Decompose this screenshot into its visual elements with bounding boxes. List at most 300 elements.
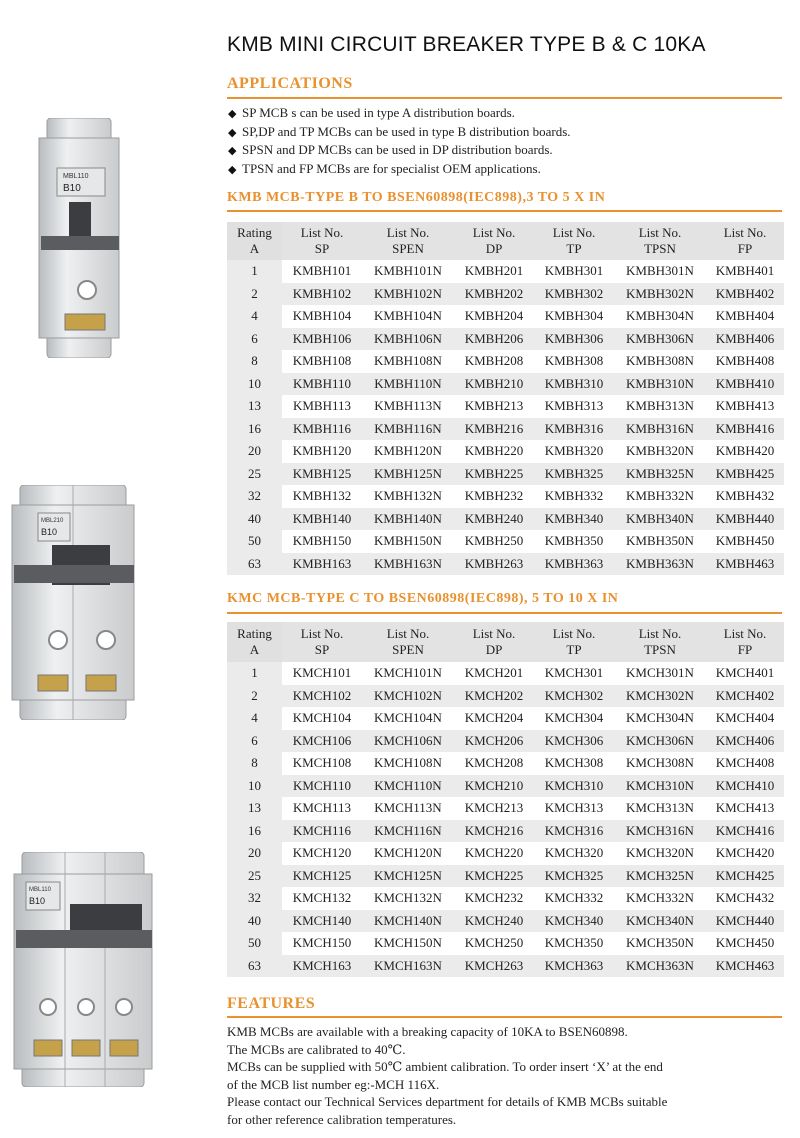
header-line: List No. [723,225,767,240]
page-title: KMB MINI CIRCUIT BREAKER TYPE B & C 10KA [227,33,706,56]
table-row [227,707,784,730]
rating-cell: 13 [227,797,282,820]
list-no-cell: KMBH313N [614,395,706,418]
list-no-cell: KMBH104 [282,305,362,328]
mcb-rating-label: B10 [29,896,46,906]
list-no-cell: KMCH306N [614,730,706,753]
list-no-cell: KMCH340N [614,910,706,933]
list-no-cell: KMCH332N [614,887,706,910]
header-line: List No. [386,626,430,641]
list-no-cell: KMBH308 [534,350,614,373]
list-no-cell: KMCH250 [454,932,534,955]
list-no-cell: KMCH104 [282,707,362,730]
type-c-heading: KMC MCB-TYPE C TO BSEN60898(IEC898), 5 TO 10 X IN [227,591,619,606]
list-no-cell: KMCH363N [614,955,706,978]
table-row [227,260,784,283]
table-row [227,373,784,396]
list-no-cell: KMCH313 [534,797,614,820]
diamond-bullet-icon: ◆ [228,163,237,176]
list-no-cell: KMCH163N [362,955,454,978]
rating-column-header [227,222,282,260]
list-no-cell: KMBH140 [282,508,362,531]
list-no-cell: KMCH325 [534,865,614,888]
diamond-bullet-icon: ◆ [228,108,237,120]
table-row [227,775,784,798]
rating-cell: 16 [227,820,282,843]
list-no-cell: KMBH204 [454,305,534,328]
list-no-column-header [362,622,454,662]
list-no-cell: KMCH240 [454,910,534,933]
list-no-cell: KMBH113N [362,395,454,418]
list-no-cell: KMBH113 [282,395,362,418]
list-no-cell: KMCH363 [534,955,614,978]
list-no-cell: KMCH220 [454,842,534,865]
list-item: ◆ SPSN and DP MCBs can be used in DP distribution boards. [228,141,571,160]
list-no-cell: KMBH206 [454,328,534,351]
list-no-cell: KMBH140N [362,508,454,531]
list-no-cell: KMCH106 [282,730,362,753]
list-no-cell: KMCH213 [454,797,534,820]
list-no-column-header [282,222,362,260]
triple-pole-mcb-image [10,852,155,1087]
header-line: List No. [552,626,596,641]
list-no-cell: KMCH350 [534,932,614,955]
list-no-cell: KMBH125 [282,463,362,486]
list-no-cell: KMBH306N [614,328,706,351]
list-no-cell: KMBH302N [614,283,706,306]
list-no-cell: KMCH340 [534,910,614,933]
list-no-cell: KMBH320N [614,440,706,463]
list-no-cell: KMCH201 [454,662,534,685]
header-line: TPSN [644,241,676,256]
list-item: ◆ SP,DP and TP MCBs can be used in type B distribution boards. [228,123,571,142]
list-no-cell: KMCH310 [534,775,614,798]
rating-cell: 63 [227,955,282,978]
list-no-cell: KMCH140 [282,910,362,933]
list-no-cell: KMBH325 [534,463,614,486]
rating-cell: 6 [227,328,282,351]
list-no-cell: KMBH350 [534,530,614,553]
list-no-column-header [614,622,706,662]
list-no-cell: KMBH102 [282,283,362,306]
header-line: DP [485,241,503,256]
rating-cell: 32 [227,887,282,910]
list-no-cell: KMCH304 [534,707,614,730]
table-row [227,865,784,888]
table-row [227,350,784,373]
type-b-table [227,222,784,575]
list-no-cell: KMBH363N [614,553,706,576]
rating-cell: 40 [227,508,282,531]
applications-heading: APPLICATIONS [227,75,353,92]
list-no-cell: KMBH332N [614,485,706,508]
list-no-cell: KMCH313N [614,797,706,820]
rating-cell: 10 [227,775,282,798]
table-row [227,418,784,441]
header-line: List No. [723,626,767,641]
header-line: A [249,642,260,657]
list-no-cell: KMBH250 [454,530,534,553]
rating-cell: 16 [227,418,282,441]
list-no-cell: KMBH220 [454,440,534,463]
list-no-cell: KMCH106N [362,730,454,753]
table-row [227,730,784,753]
rating-cell: 8 [227,752,282,775]
list-no-cell: KMCH308 [534,752,614,775]
list-no-cell: KMCH450 [706,932,784,955]
list-no-cell: KMCH406 [706,730,784,753]
list-no-cell: KMCH110N [362,775,454,798]
list-no-cell: KMBH308N [614,350,706,373]
list-no-cell: KMBH304N [614,305,706,328]
list-no-cell: KMCH320N [614,842,706,865]
table-row [227,463,784,486]
list-no-cell: KMBH132N [362,485,454,508]
header-line: DP [485,642,503,657]
list-no-column-header [706,222,784,260]
list-no-cell: KMCH163 [282,955,362,978]
header-line: SPEN [392,642,424,657]
rating-cell: 40 [227,910,282,933]
list-no-cell: KMBH320 [534,440,614,463]
header-line: List No. [386,225,430,240]
single-pole-mcb-image [35,118,125,358]
rating-cell: 50 [227,932,282,955]
features-line: KMB MCBs are available with a breaking capacity of 10KA to BSEN60898. [227,1024,628,1039]
list-no-cell: KMBH350N [614,530,706,553]
rating-cell: 50 [227,530,282,553]
list-no-cell: KMCH310N [614,775,706,798]
rating-cell: 1 [227,260,282,283]
list-no-cell: KMCH102 [282,685,362,708]
list-no-cell: KMBH120N [362,440,454,463]
list-no-column-header [282,622,362,662]
list-no-cell: KMBH216 [454,418,534,441]
list-no-cell: KMBH420 [706,440,784,463]
list-no-cell: KMBH101 [282,260,362,283]
list-no-cell: KMCH113 [282,797,362,820]
list-no-cell: KMCH302N [614,685,706,708]
type-c-divider [227,612,782,614]
list-no-cell: KMBH440 [706,508,784,531]
table-row [227,553,784,576]
table-row [227,797,784,820]
list-no-cell: KMCH150 [282,932,362,955]
list-no-cell: KMBH150N [362,530,454,553]
list-no-cell: KMBH340 [534,508,614,531]
list-no-cell: KMCH432 [706,887,784,910]
list-no-cell: KMCH210 [454,775,534,798]
rating-cell: 63 [227,553,282,576]
list-no-cell: KMBH232 [454,485,534,508]
header-line: A [249,241,260,256]
list-no-cell: KMBH401 [706,260,784,283]
header-line: List No. [300,626,344,641]
list-no-cell: KMCH108N [362,752,454,775]
list-no-cell: KMCH120 [282,842,362,865]
table-row [227,685,784,708]
list-item: ◆ SP MCB s can be used in type A distribution boards. [228,104,571,123]
mcb-rating-label: B10 [63,183,81,194]
list-no-cell: KMCH132 [282,887,362,910]
features-text [227,1023,787,1128]
list-no-cell: KMCH316 [534,820,614,843]
table-row [227,530,784,553]
list-no-column-header [534,622,614,662]
list-no-cell: KMCH308N [614,752,706,775]
features-heading: FEATURES [227,995,316,1012]
list-no-column-header [454,222,534,260]
double-pole-mcb-image [8,485,138,720]
list-no-cell: KMBH106 [282,328,362,351]
list-no-cell: KMBH225 [454,463,534,486]
table-row [227,283,784,306]
list-no-cell: KMBH110 [282,373,362,396]
list-no-cell: KMBH125N [362,463,454,486]
list-no-cell: KMCH306 [534,730,614,753]
diamond-bullet-icon: ◆ [228,145,237,157]
list-no-cell: KMBH101N [362,260,454,283]
rating-cell: 1 [227,662,282,685]
list-no-cell: KMBH213 [454,395,534,418]
list-no-cell: KMCH104N [362,707,454,730]
list-no-cell: KMBH340N [614,508,706,531]
header-line: TPSN [644,642,676,657]
list-no-cell: KMCH410 [706,775,784,798]
list-no-cell: KMCH301N [614,662,706,685]
list-no-cell: KMCH225 [454,865,534,888]
list-no-cell: KMCH216 [454,820,534,843]
list-no-column-header [454,622,534,662]
header-line: List No. [300,225,344,240]
list-no-cell: KMCH202 [454,685,534,708]
mcb-rating-label: B10 [41,527,58,537]
table-row [227,395,784,418]
table-row [227,662,784,685]
list-no-cell: KMBH240 [454,508,534,531]
list-no-cell: KMCH402 [706,685,784,708]
list-no-cell: KMCH208 [454,752,534,775]
list-no-cell: KMBH150 [282,530,362,553]
list-no-cell: KMBH404 [706,305,784,328]
list-no-cell: KMCH325N [614,865,706,888]
table-row [227,440,784,463]
list-no-cell: KMCH425 [706,865,784,888]
table-row [227,955,784,978]
list-no-cell: KMCH463 [706,955,784,978]
list-no-cell: KMCH120N [362,842,454,865]
list-no-cell: KMBH325N [614,463,706,486]
list-no-cell: KMBH116 [282,418,362,441]
list-no-cell: KMCH101N [362,662,454,685]
list-no-cell: KMBH463 [706,553,784,576]
features-divider [227,1016,782,1018]
list-no-cell: KMCH316N [614,820,706,843]
list-no-cell: KMBH363 [534,553,614,576]
header-line: List No. [472,626,516,641]
table-row [227,485,784,508]
rating-cell: 2 [227,685,282,708]
rating-cell: 4 [227,305,282,328]
list-no-cell: KMCH102N [362,685,454,708]
rating-cell: 10 [227,373,282,396]
header-line: TP [566,642,582,657]
list-no-cell: KMBH108 [282,350,362,373]
list-no-cell: KMBH408 [706,350,784,373]
features-line: The MCBs are calibrated to 40℃. [227,1041,406,1057]
list-item: ◆ TPSN and FP MCBs are for specialist OEM applications. [228,160,571,179]
list-no-cell: KMCH401 [706,662,784,685]
table-row [227,305,784,328]
list-no-cell: KMCH302 [534,685,614,708]
features-line: MCBs can be supplied with 50℃ ambient calibration. To order insert ‘X’ at the end [227,1059,663,1074]
features-line: for other reference calibration temperatures. [227,1111,457,1127]
rating-cell: 25 [227,463,282,486]
mcb-model-label: MBL210 [41,518,64,524]
list-no-cell: KMCH404 [706,707,784,730]
rating-column-header [227,622,282,662]
table-row [227,842,784,865]
mcb-model-label: MBL110 [63,173,89,180]
table-row [227,887,784,910]
list-no-cell: KMCH332 [534,887,614,910]
features-line: Please contact our Technical Services department for details of KMB MCBs suitable [227,1094,668,1109]
list-no-cell: KMCH150N [362,932,454,955]
list-no-cell: KMBH406 [706,328,784,351]
list-no-cell: KMBH108N [362,350,454,373]
list-no-cell: KMBH410 [706,373,784,396]
rating-cell: 6 [227,730,282,753]
rating-cell: 32 [227,485,282,508]
list-no-cell: KMBH402 [706,283,784,306]
rating-cell: 25 [227,865,282,888]
table-row [227,752,784,775]
list-no-cell: KMCH416 [706,820,784,843]
list-no-cell: KMCH263 [454,955,534,978]
list-no-cell: KMCH320 [534,842,614,865]
list-no-cell: KMBH450 [706,530,784,553]
rating-cell: 13 [227,395,282,418]
list-no-cell: KMBH104N [362,305,454,328]
list-no-column-header [362,222,454,260]
list-no-cell: KMBH201 [454,260,534,283]
list-no-cell: KMCH125N [362,865,454,888]
list-no-cell: KMCH116N [362,820,454,843]
list-no-cell: KMCH206 [454,730,534,753]
list-no-cell: KMCH140N [362,910,454,933]
header-line: SPEN [392,241,424,256]
list-no-cell: KMCH204 [454,707,534,730]
list-no-cell: KMCH132N [362,887,454,910]
list-no-cell: KMBH432 [706,485,784,508]
type-b-divider [227,210,782,212]
list-no-cell: KMBH120 [282,440,362,463]
rating-cell: 8 [227,350,282,373]
list-no-cell: KMCH110 [282,775,362,798]
table-row [227,508,784,531]
mcb-model-label: MBL110 [29,887,51,893]
diamond-bullet-icon: ◆ [228,126,237,139]
list-no-cell: KMBH208 [454,350,534,373]
type-c-table [227,622,784,977]
list-no-cell: KMBH306 [534,328,614,351]
rating-cell: 20 [227,842,282,865]
rating-cell: 2 [227,283,282,306]
table-row [227,910,784,933]
list-no-cell: KMBH313 [534,395,614,418]
list-no-cell: KMBH310N [614,373,706,396]
list-no-cell: KMBH106N [362,328,454,351]
header-line: TP [566,241,582,256]
header-line: List No. [552,225,596,240]
header-line: Rating [237,626,272,641]
applications-divider [227,97,782,99]
header-line: SP [314,642,330,657]
list-no-cell: KMBH163 [282,553,362,576]
list-no-cell: KMBH202 [454,283,534,306]
list-no-cell: KMCH113N [362,797,454,820]
list-no-column-header [706,622,784,662]
list-no-cell: KMCH101 [282,662,362,685]
list-no-cell: KMBH425 [706,463,784,486]
list-no-cell: KMCH304N [614,707,706,730]
list-no-cell: KMCH408 [706,752,784,775]
list-no-cell: KMBH413 [706,395,784,418]
list-no-cell: KMBH302 [534,283,614,306]
header-line: SP [314,241,330,256]
list-no-cell: KMBH110N [362,373,454,396]
list-no-cell: KMCH116 [282,820,362,843]
table-row [227,820,784,843]
list-no-cell: KMBH116N [362,418,454,441]
list-no-cell: KMCH350N [614,932,706,955]
list-no-cell: KMBH316N [614,418,706,441]
list-no-cell: KMBH304 [534,305,614,328]
header-line: FP [737,642,753,657]
list-no-cell: KMCH125 [282,865,362,888]
list-no-column-header [534,222,614,260]
list-no-cell: KMBH332 [534,485,614,508]
list-no-cell: KMBH310 [534,373,614,396]
list-no-cell: KMCH108 [282,752,362,775]
list-no-cell: KMCH440 [706,910,784,933]
list-no-column-header [614,222,706,260]
list-no-cell: KMBH301N [614,260,706,283]
list-no-cell: KMBH210 [454,373,534,396]
list-no-cell: KMBH102N [362,283,454,306]
applications-list [228,104,571,178]
list-no-cell: KMBH163N [362,553,454,576]
list-no-cell: KMCH420 [706,842,784,865]
header-line: List No. [472,225,516,240]
list-no-cell: KMCH301 [534,662,614,685]
list-no-cell: KMBH301 [534,260,614,283]
list-no-cell: KMCH413 [706,797,784,820]
list-no-cell: KMBH132 [282,485,362,508]
list-no-cell: KMBH316 [534,418,614,441]
type-b-heading: KMB MCB-TYPE B TO BSEN60898(IEC898),3 TO 5 X IN [227,190,606,205]
list-no-cell: KMCH232 [454,887,534,910]
header-line: List No. [638,626,682,641]
features-line: of the MCB list number eg:-MCH 116X. [227,1076,440,1092]
header-line: FP [737,241,753,256]
rating-cell: 4 [227,707,282,730]
list-no-cell: KMBH263 [454,553,534,576]
table-row [227,932,784,955]
rating-cell: 20 [227,440,282,463]
header-line: Rating [237,225,272,240]
table-row [227,328,784,351]
